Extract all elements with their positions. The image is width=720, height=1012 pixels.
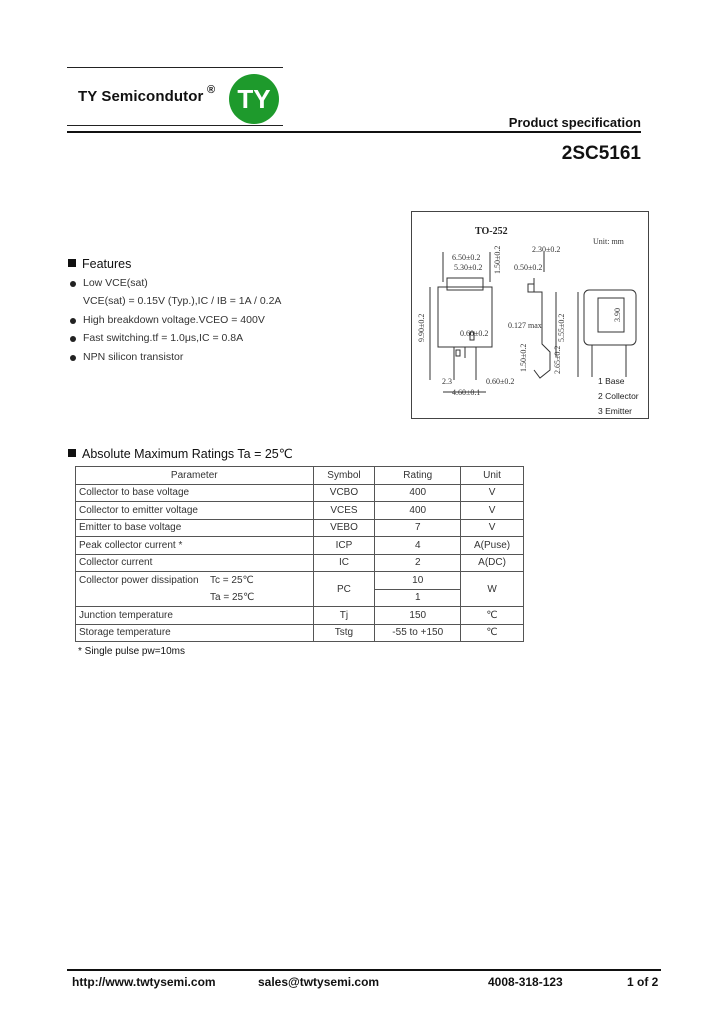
row-rating: 4 [375,537,461,555]
row-rating: 150 [375,607,461,625]
power-rating-tc: 10 [375,572,461,590]
table-row [76,554,524,572]
footnote: * Single pulse pw=10ms [78,646,186,657]
row-unit: V [461,519,524,537]
row-rating: 7 [375,519,461,537]
ratings-title: Absolute Maximum Ratings Ta = 25℃ [82,447,293,461]
pin-2-label: 2 Collector [598,391,639,401]
header-parameter: Parameter [76,467,314,485]
pin-1-label: 1 Base [598,376,625,386]
bullet-icon [70,281,76,287]
front-view [430,252,492,392]
row-parameter: Junction temperature [76,607,314,625]
page-number: 1 of 2 [627,975,659,989]
footer-phone: 4008-318-123 [488,975,563,989]
header-top-rule [67,67,283,68]
row-symbol: Tj [313,607,375,625]
row-symbol: IC [313,554,375,572]
power-unit: W [461,572,524,607]
feature-item: Low VCE(sat) [83,277,148,289]
row-unit: V [461,502,524,520]
dim-9: 5.55±0.2 [557,313,566,342]
feature-item: High breakdown voltage.VCEO = 400V [83,314,265,326]
row-unit: A(DC) [461,554,524,572]
dim-5: 0.50±0.2 [514,263,543,272]
features-heading [68,257,131,271]
dim-7: 0.60±0.2 [460,329,489,338]
header-unit: Unit [461,467,524,485]
package-name: TO-252 [475,226,508,237]
ratings-heading [68,446,293,461]
company-name: TY Semicondutor [78,88,204,105]
registered-mark: ® [207,84,216,96]
row-unit: ℃ [461,624,524,642]
ratings-table [75,466,524,642]
row-symbol: VCBO [313,484,375,502]
table-row [76,519,524,537]
row-rating: 400 [375,502,461,520]
product-specification: Product specification [508,115,641,130]
dim-15: 2.65±0.2 [553,345,562,374]
row-unit: A(Puse) [461,537,524,555]
dim-14: 4.60±0.1 [452,388,481,397]
dim-11: 1.50±0.2 [519,343,528,372]
rear-view [578,290,636,377]
row-rating: 400 [375,484,461,502]
power-condition-tc: Tc = 25℃ [210,575,254,587]
feature-item: VCE(sat) = 0.15V (Typ.),IC / IB = 1A / 0.2A [83,295,282,307]
row-symbol: ICP [313,537,375,555]
feature-item: Fast switching.tf = 1.0μs,IC = 0.8A [83,332,244,344]
dim-8: 0.127 max [508,321,542,330]
row-parameter: Collector to emitter voltage [76,502,314,520]
package-drawing [412,212,648,418]
row-rating: -55 to +150 [375,624,461,642]
dim-2: 5.30±0.2 [454,263,483,272]
power-rating-ta: 1 [375,589,461,607]
dim-1: 6.50±0.2 [452,253,481,262]
package-drawing-box [411,211,649,419]
row-rating: 2 [375,554,461,572]
bullet-icon [70,318,76,324]
unit-label: Unit: mm [593,237,624,246]
header-rating: Rating [375,467,461,485]
row-parameter: Peak collector current * [76,537,314,555]
dim-12: 2.3 [442,377,452,386]
header-symbol: Symbol [313,467,375,485]
header-bottom-rule [67,125,283,126]
row-parameter: Storage temperature [76,624,314,642]
table-row [76,607,524,625]
power-parameter: Collector power dissipation [79,575,199,587]
square-bullet-icon [68,259,76,267]
feature-item: NPN silicon transistor [83,351,184,363]
spec-rule [67,131,641,133]
table-row-power [76,572,524,590]
row-unit: V [461,484,524,502]
row-parameter: Emitter to base voltage [76,519,314,537]
features-title: Features [82,257,132,271]
footer-email-link[interactable]: sales@twtysemi.com [258,975,380,989]
row-symbol: VEBO [313,519,375,537]
table-row [76,484,524,502]
dim-13: 0.60±0.2 [486,377,515,386]
table-row [76,502,524,520]
company-logo [229,74,279,124]
table-row [76,537,524,555]
logo-text: TY [237,83,271,114]
row-parameter: Collector to base voltage [76,484,314,502]
pin-3-label: 3 Emitter [598,406,633,416]
footer-url-link[interactable]: http://www.twtysemi.com [72,975,216,989]
dim-6: 9.90±0.2 [417,313,426,342]
part-number: 2SC5161 [561,143,641,164]
row-symbol: VCES [313,502,375,520]
dim-3: 1.50±0.2 [493,245,502,274]
table-header-row [76,467,524,485]
dim-4: 2.30±0.2 [532,245,561,254]
power-condition-ta: Ta = 25℃ [210,591,255,603]
power-symbol: PC [313,572,375,607]
power-parameter-cell [76,572,314,607]
row-unit: ℃ [461,607,524,625]
table-row [76,624,524,642]
bullet-icon [70,355,76,361]
row-symbol: Tstg [313,624,375,642]
bullet-icon [70,336,76,342]
dim-10: 3.90 [613,308,622,322]
footer-rule [67,969,661,971]
row-parameter: Collector current [76,554,314,572]
square-bullet-icon [68,449,76,457]
